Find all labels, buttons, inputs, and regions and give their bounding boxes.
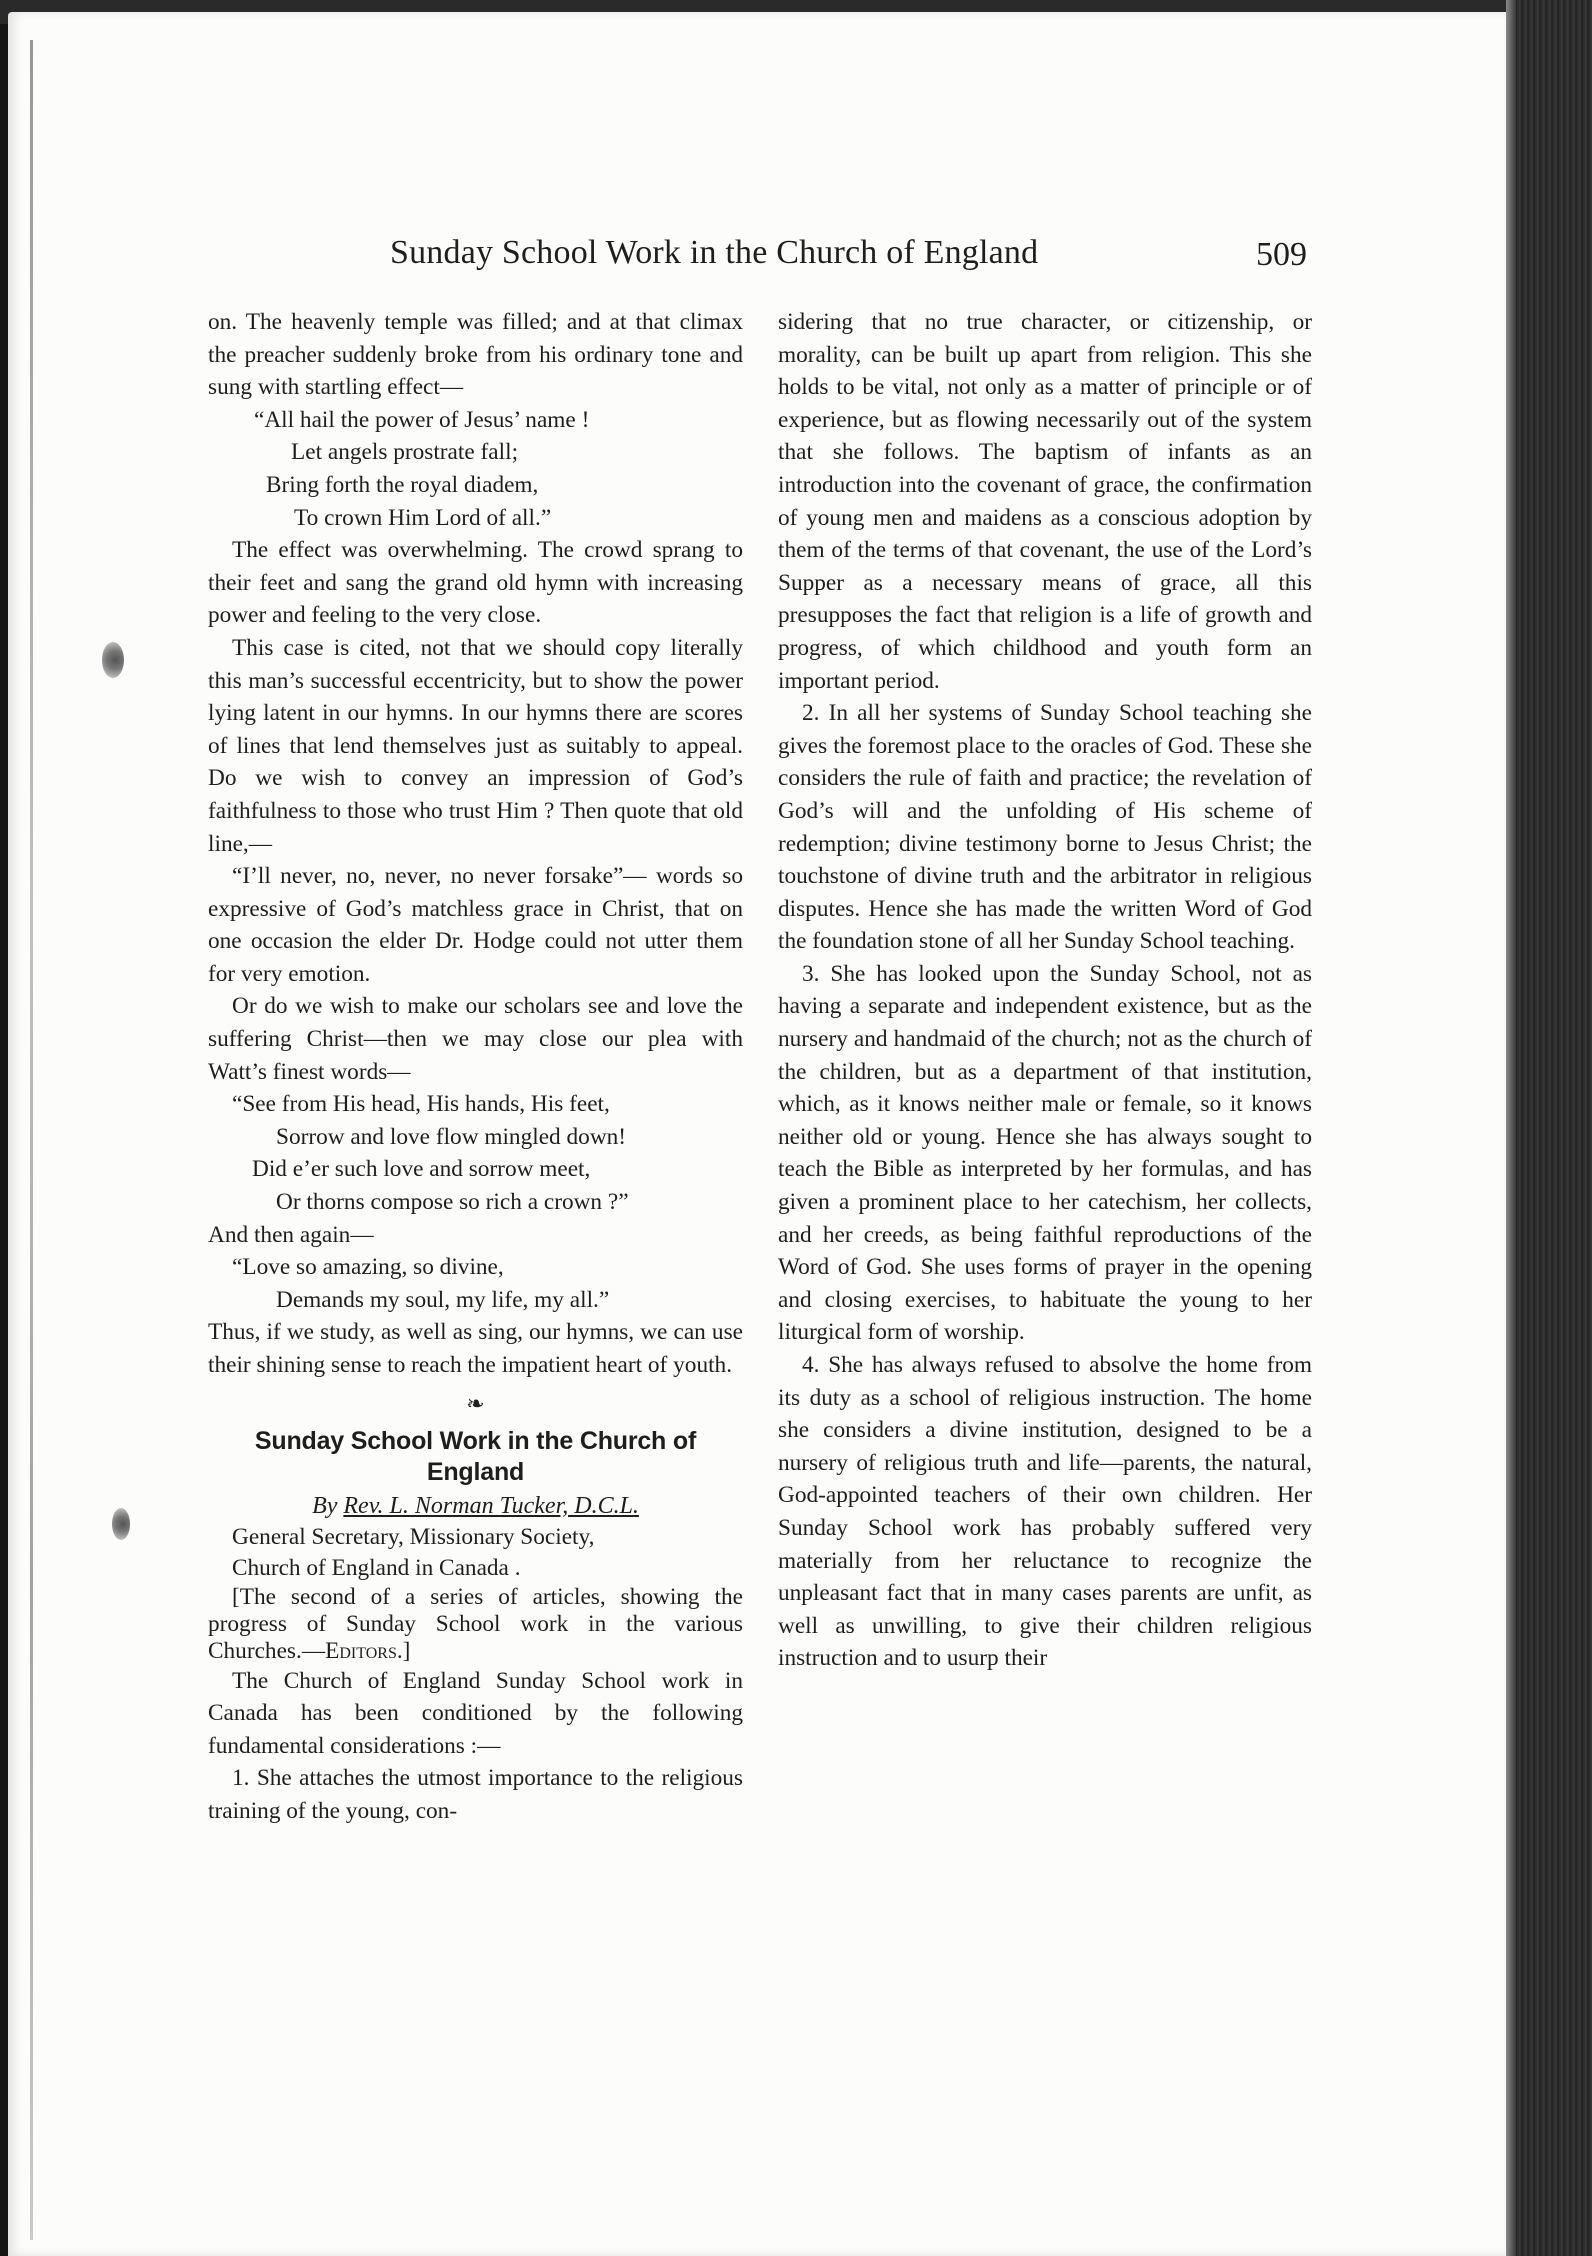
paragraph: Or do we wish to make our scholars see and love the suffering Christ—then we may close our plea with Watt’s finest words— (208, 993, 743, 1085)
verse-line: Let angels prostrate fall; (291, 439, 519, 466)
hymn-verse (208, 1251, 743, 1316)
verse-line: Did e’er such love and sorrow meet, (252, 1156, 591, 1183)
verse-line: To crown Him Lord of all.” (294, 504, 552, 531)
editor-note (208, 1584, 743, 1665)
left-column (208, 306, 743, 1828)
paragraph: The effect was overwhelming. The crowd sprang to their feet and sang the grand old hymn with increasing power and feeling to the very close. (208, 537, 743, 629)
paragraph: Thus, if we study, as well as sing, our hymns, we can use their shining sense to reach the impatient heart of youth. (208, 1319, 743, 1378)
section-ornament-icon: ❧ (466, 1390, 485, 1416)
hymn-verse (208, 1088, 743, 1218)
verse-line: “Love so amazing, so divine, (232, 1254, 504, 1281)
editor-note-text: [The second of a series of articles, showing the progress of Sunday School work in the various Churches.— (208, 1583, 743, 1664)
paragraph: sidering that no true character, or citizenship, or morality, can be built up apart from religion. This she holds to be vital, not only as a matter of principle or of experience, but as flowing necessarily out of the system that she follows. The baptism of infants as an introduction into the covenant of grace, the confirmation of young men and maidens as a conscious adoption by them of the terms of that covenant, the use of the Lord’s Supper as a necessary means of grace, all this presupposes the fact that religion is a life of growth and progress, of which childhood and youth form an important period. (778, 309, 1312, 694)
hymn-verse (208, 404, 743, 534)
verse-line: “All hail the power of Jesus’ name ! (254, 406, 590, 433)
paragraph: 1. She attaches the utmost importance to the religious training of the young, con- (208, 1765, 743, 1824)
paragraph: on. The heavenly temple was filled; and at that climax the preacher suddenly broke from his ordinary tone and sung with startling effect— (208, 309, 743, 401)
paragraph: “I’ll never, no, never, no never forsake”— words so expressive of God’s matchless grace in Christ, that on one occasion the elder Dr. Hodge could not utter them for very emotion. (208, 863, 743, 987)
verse-line: Demands my soul, my life, my all.” (276, 1286, 610, 1313)
editor-note-signature: Editors (325, 1637, 397, 1664)
author-affiliation: General Secretary, Missionary Society, (232, 1523, 595, 1550)
author-name: Rev. L. Norman Tucker, D.C.L. (343, 1492, 639, 1519)
byline (208, 1490, 743, 1522)
author-affiliation: Church of England in Canada . (232, 1554, 521, 1581)
verse-line: Sorrow and love flow mingled down! (276, 1123, 627, 1150)
binding-hole (112, 1508, 130, 1540)
book-fore-edge-highlight (1506, 0, 1516, 2256)
editor-note-end: .] (396, 1637, 411, 1664)
paragraph: And then again— (208, 1221, 374, 1248)
binding-gutter (30, 40, 33, 2240)
verse-line: Bring forth the royal diadem, (266, 471, 539, 498)
paragraph: 3. She has looked upon the Sunday School, not as having a separate and independent existence, but as the nursery and handmaid of the church; not as the church of the children, but as a department of that institution, which, as it knows neither male or female, so it knows neither old or young. Hence she has always sought to teach the Bible as interpreted by her formulas, and has given a prominent place to her catechism, her collects, and her creeds, as being faithful reproductions of the Word of God. She uses forms of prayer in the opening and closing exercises, to habituate the young to her liturgical form of worship. (778, 960, 1312, 1346)
verse-line: “See from His head, His hands, His feet, (232, 1091, 610, 1118)
paragraph: 4. She has always refused to absolve the home from its duty as a school of religious instruction. The home she considers a divine institution, designed to be a nursery of religious truth and life—parents, the natural, God-appointed teachers of their own children. Her Sunday School work has probably suffered very materially from her reluctance to recognize the unpleasant fact that in many cases parents are unfit, as well as unwilling, to give their children religious instruction and to usurp their (778, 1352, 1312, 1672)
article-title: Sunday School Work in the Church of England (254, 1426, 697, 1486)
byline-prefix: By (312, 1492, 338, 1519)
right-column (778, 306, 1312, 1675)
paragraph: 2. In all her systems of Sunday School teaching she gives the foremost place to the oracles of God. These she considers the rule of faith and practice; the revelation of God’s will and the unfolding of His scheme of redemption; divine testimony borne to Jesus Christ; the touchstone of divine truth and the arbitrator in religious disputes. Hence she has made the written Word of God the foundation stone of all her Sunday School teaching. (778, 700, 1312, 955)
book-fore-edge (1506, 0, 1592, 2256)
binding-hole (102, 642, 124, 678)
paragraph: This case is cited, not that we should copy literally this man’s successful eccentricity, but to show the power lying latent in our hymns. In our hymns there are scores of lines that lend themselves just as suitably to appeal. Do we wish to convey an impression of God’s faithfulness to those who trust Him ? Then quote that old line,— (208, 634, 743, 857)
page-number: 509 (1256, 236, 1307, 273)
paragraph: The Church of England Sunday School work in Canada has been conditioned by the following fundamental considerations :— (208, 1667, 743, 1759)
running-head: Sunday School Work in the Church of England (390, 234, 1039, 271)
verse-line: Or thorns compose so rich a crown ?” (276, 1189, 629, 1216)
